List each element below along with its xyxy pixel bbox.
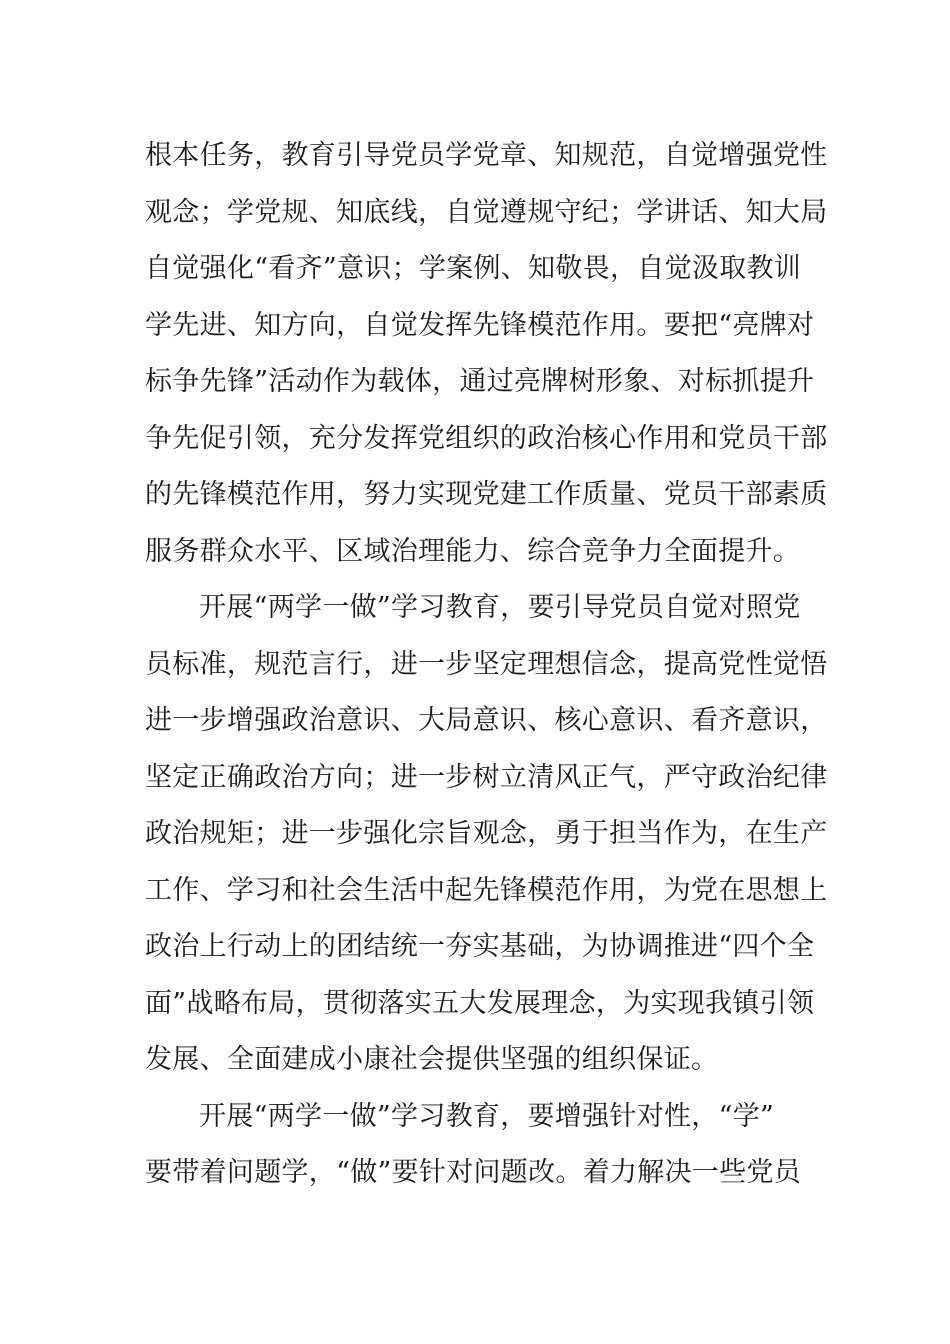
body-text (145, 128, 828, 1202)
text-line: 政治规矩；进一步强化宗旨观念，勇于担当作为，在生产 (145, 818, 828, 849)
text-line: 进一步增强政治意识、大局意识、核心意识、看齐意识， (145, 705, 828, 736)
text-line: 的先锋模范作用，努力实现党建工作质量、党员干部素质 (145, 479, 828, 510)
text-line: 面”战略布局，贯彻落实五大发展理念，为实现我镇引领 (145, 987, 815, 1019)
text-line: 坚定正确政治方向；进一步树立清风正气，严守政治纪律 (145, 761, 828, 793)
text-line: 工作、学习和社会生活中起先锋模范作用，为党在思想上 (145, 874, 828, 906)
text-line: 争先促引领，充分发挥党组织的政治核心作用和党员干部 (145, 422, 828, 454)
text-line: 服务群众水平、区域治理能力、综合竞争力全面提升。 (145, 535, 801, 567)
text-line: 自觉强化“看齐”意识；学案例、知敬畏，自觉汲取教训 (145, 253, 802, 284)
text-line: 观念；学党规、知底线，自觉遵规守纪；学讲话、知大局 (145, 196, 828, 228)
text-line: 员标准，规范言行，进一步坚定理想信念，提高党性觉悟 (145, 648, 828, 680)
text-line-indented: 开展“两学一做”学习教育，要增强针对性，“学” (199, 1100, 775, 1132)
paragraph-1 (145, 128, 828, 580)
text-line: 政治上行动上的团结统一夯实基础，为协调推进“四个全 (145, 931, 815, 962)
text-line: 学先进、知方向，自觉发挥先锋模范作用。要把“亮牌对 (145, 309, 815, 341)
paragraph-2 (145, 580, 828, 1089)
text-line: 根本任务，教育引导党员学党章、知规范，自觉增强党性 (145, 140, 828, 171)
paragraph-3 (145, 1089, 809, 1202)
text-line: 要带着问题学，“做”要针对问题改。着力解决一些党员 (145, 1157, 802, 1188)
text-line-indented: 开展“两学一做”学习教育，要引导党员自觉对照党 (199, 592, 801, 623)
text-line: 发展、全面建成小康社会提供坚强的组织保证。 (145, 1044, 719, 1075)
text-line: 标争先锋”活动作为载体，通过亮牌树形象、对标抓提升 (145, 366, 815, 397)
